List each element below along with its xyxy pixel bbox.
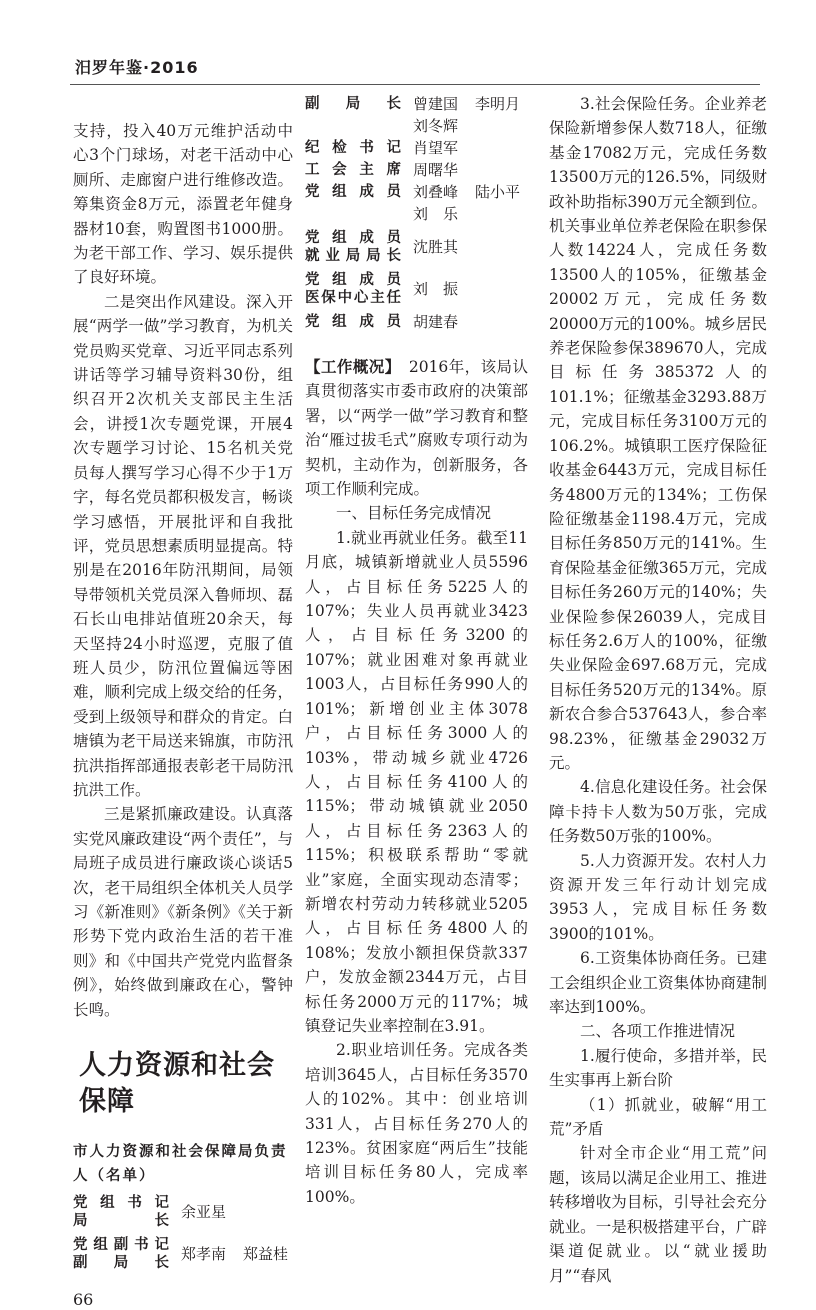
leader-names bbox=[413, 279, 461, 299]
leader-title bbox=[73, 1236, 169, 1272]
leader-row bbox=[73, 1194, 293, 1230]
paragraph: 二是突出作风建设。深入开展“两学一做”学习教育，为机关党员购买党章、习近平同志系列讲话等学习辅导资料30份，组织召开2次机关支部民主生活会，讲授1次专题党课，开展4次专题学习讨论、15名机关党员每人撰写学习心得不少于1万字，每名党员都积极发言，畅谈学习感悟，开展批评和自我批评，党员思想素质明显提高。特别是在2016年防汛期间，局领导带领机关党员深入鲁师坝、磊石长山电排站值班20余天，每天坚持24小时巡逻，克服了值班人员少，防汛位置偏远等困难，顺利完成上级交给的任务，受到上级领导和群众的肯定。白塘镇为老干局送来锦旗，市防汛抗洪指挥部通报表彰老干局防汛抗洪工作。 bbox=[73, 292, 293, 799]
running-header: 汨罗年鉴·2016 bbox=[75, 58, 199, 77]
leader-title-line: 工会主席 bbox=[305, 162, 401, 178]
leader-names bbox=[413, 116, 461, 136]
leaders-heading: 市人力资源和社会保障局负责人（名单） bbox=[73, 1144, 288, 1185]
leader-name: 胡建春 bbox=[413, 313, 459, 331]
page-number: 66 bbox=[73, 1290, 94, 1310]
leader-name: 曾建国 bbox=[413, 95, 459, 113]
leader-name: 郑益桂 bbox=[243, 1245, 289, 1264]
leaders-table-continued bbox=[305, 93, 528, 333]
leader-row bbox=[73, 1236, 293, 1272]
leader-title bbox=[305, 161, 401, 179]
leader-row bbox=[305, 311, 528, 333]
leader-row bbox=[305, 93, 528, 115]
paragraph: 三是紧抓廉政建设。认真落实党风廉政建设“两个责任”，与局班子成员进行廉政谈心谈话5次，老干局组织全体机关人员学习《新准则》《新条例》《关于新形势下党内政治生活的若干准则》和《中国共产党党内监督条例》，始终做到廉政在心，警钟长鸣。 bbox=[73, 805, 293, 1019]
leader-name: 刘 振 bbox=[413, 280, 459, 298]
column-1 bbox=[73, 119, 293, 1310]
subheading: 1.履行使命，多措并举，民生实事再上新台阶 bbox=[549, 1046, 767, 1090]
leader-title bbox=[73, 1194, 169, 1230]
leader-title-line: 党组成员 bbox=[305, 230, 401, 246]
subheading: 二、各项工作推进情况 bbox=[580, 1022, 736, 1041]
leader-names bbox=[413, 237, 461, 257]
leader-title-line: 副局长 bbox=[305, 96, 401, 112]
leader-names bbox=[413, 138, 461, 158]
leader-title bbox=[305, 139, 401, 157]
leader-names bbox=[181, 1202, 229, 1222]
leader-row bbox=[305, 115, 528, 137]
leader-title-line: 党组副书记 bbox=[73, 1237, 169, 1254]
leader-names bbox=[413, 204, 461, 224]
leader-name: 周曙华 bbox=[413, 161, 459, 179]
paragraph: 针对全市企业“用工荒”问题，该局以满足企业用工、推进转移增收为目标，引导社会充分就业。一是积极搭建平台，广辟渠道促就业。以“就业援助月”“春风 bbox=[549, 1144, 767, 1285]
leader-title bbox=[305, 229, 401, 265]
leader-title-line: 党组书记 bbox=[73, 1195, 169, 1212]
overview-tag: 【工作概况】 bbox=[305, 358, 393, 376]
leader-name: 刘叠峰 bbox=[413, 183, 459, 201]
leader-name: 郑孝南 bbox=[181, 1245, 227, 1264]
paragraph: 5.人力资源开发。农村人力资源开发三年行动计划完成3953人，完成目标任务数3900的101%。 bbox=[549, 851, 767, 943]
leader-name: 李明月 bbox=[475, 95, 521, 113]
column-3 bbox=[549, 92, 767, 1288]
leader-row bbox=[305, 203, 528, 225]
subheading: 一、目标任务完成情况 bbox=[336, 504, 492, 523]
leader-title bbox=[305, 183, 401, 201]
leader-row bbox=[305, 159, 528, 181]
subheading: （1）抓就业，破解“用工荒”矛盾 bbox=[549, 1095, 767, 1139]
paragraph: 4.信息化建设任务。社会保障卡持卡人数为50万张，完成任务数50万张的100%。 bbox=[549, 778, 767, 846]
leader-row bbox=[305, 137, 528, 159]
leader-title-line: 局长 bbox=[73, 1213, 169, 1230]
leader-title-line: 纪检书记 bbox=[305, 140, 401, 156]
leader-title-line: 医保中心主任 bbox=[305, 290, 401, 306]
leader-name: 余亚星 bbox=[181, 1203, 227, 1222]
column-2 bbox=[305, 93, 528, 1209]
leader-names bbox=[413, 160, 461, 180]
leader-title-line: 党组成员 bbox=[305, 272, 401, 288]
leader-title-line: 就业局局长 bbox=[305, 248, 401, 264]
paragraph: 支持，投入40万元维护活动中心3个门球场，对老干活动中心厕所、走廊窗户进行维修改造。筹集资金8万元，添置老年健身器材10套，购置图书1000册。为老干部工作、学习、娱乐提供了良好环境。 bbox=[73, 122, 293, 287]
leader-name: 沈胜其 bbox=[413, 238, 459, 256]
leader-name: 肖望军 bbox=[413, 139, 459, 157]
paragraph: 6.工资集体协商任务。已建工会组织企业工资集体协商建制率达到100%。 bbox=[549, 949, 767, 1017]
leader-title-line: 党组成员 bbox=[305, 184, 401, 200]
paragraph: 2.职业培训任务。完成各类培训3645人，占目标任务3570人的102%。其中：创业培训331人，占目标任务270人的123%。贫困家庭“两后生”技能培训目标任务80人，完成率100%。 bbox=[305, 1041, 528, 1206]
leader-name: 陆小平 bbox=[475, 183, 521, 201]
leader-name: 刘冬辉 bbox=[413, 117, 459, 135]
overview-paragraph bbox=[305, 355, 528, 501]
leader-names bbox=[413, 94, 523, 114]
leader-title-line: 党组成员 bbox=[305, 314, 401, 330]
paragraph: 1.就业再就业任务。截至11月底，城镇新增就业人员5596人，占目标任务5225人的107%；失业人员再就业3423人，占目标任务3200的107%；就业困难对象再就业1003人，占目标任务990人的101%；新增创业主体3078户，占目标任务3000人的103%，带动城乡就业4726人，占目标任务4100人的115%；带动城镇就业2050人，占目标任务2363人的115%；积极联系帮助“零就业”家庭，全面实现动态清零；新增农村劳动力转移就业5205人，占目标任务4800人的108%；发放小额担保贷款337户，发放金额2344万元，占目标任务2000万元的117%；城镇登记失业率控制在3.91。 bbox=[305, 528, 528, 1035]
leader-row bbox=[305, 227, 528, 267]
leader-name: 刘 乐 bbox=[413, 205, 459, 223]
leader-names bbox=[413, 182, 523, 202]
overview-text: 2016年，该局认真贯彻落实市委市政府的决策部署，以“两学一做”学习教育和整治“雁过拔毛式”腐败专项行动为契机，主动作为，创新服务，各项工作顺利完成。 bbox=[305, 358, 528, 499]
leader-row bbox=[305, 181, 528, 203]
leader-title-line: 副局长 bbox=[73, 1255, 169, 1272]
paragraph: 3.社会保险任务。企业养老保险新增参保人数718人，征缴基金17082万元，完成任务数13500万元的126.5%，同级财政补助指标390万元全额到位。机关事业单位养老保险在职参保人数14224人，完成任务数13500人的105%，征缴基金20002万元，完成任务数20000万元的100%。城乡居民养老保险参保389670人，完成目标任务385372人的101.1%；征缴基金3293.88万元，完成目标任务3100万元的106.2%。城镇职工医疗保险征收基金6443万元，完成目标任务4800万元的134%；工伤保险征缴基金1198.4万元，完成目标任务850万元的141%。生育保险基金征缴365万元，完成目标任务260万元的140%；失业保险参保26039人，完成目标任务2.6万人的100%，征缴失业保险金697.68万元，完成目标任务520万元的134%。原新农合参合537643人，参合率98.23%，征缴基金29032万元。 bbox=[549, 95, 767, 772]
leader-title bbox=[305, 313, 401, 331]
leader-title bbox=[305, 271, 401, 307]
leader-title bbox=[305, 95, 401, 113]
section-title: 人力资源和社会保障 bbox=[79, 1050, 275, 1118]
header-rule bbox=[70, 84, 760, 85]
leader-row bbox=[305, 269, 528, 309]
leader-names bbox=[413, 312, 461, 332]
leader-names bbox=[181, 1244, 291, 1264]
